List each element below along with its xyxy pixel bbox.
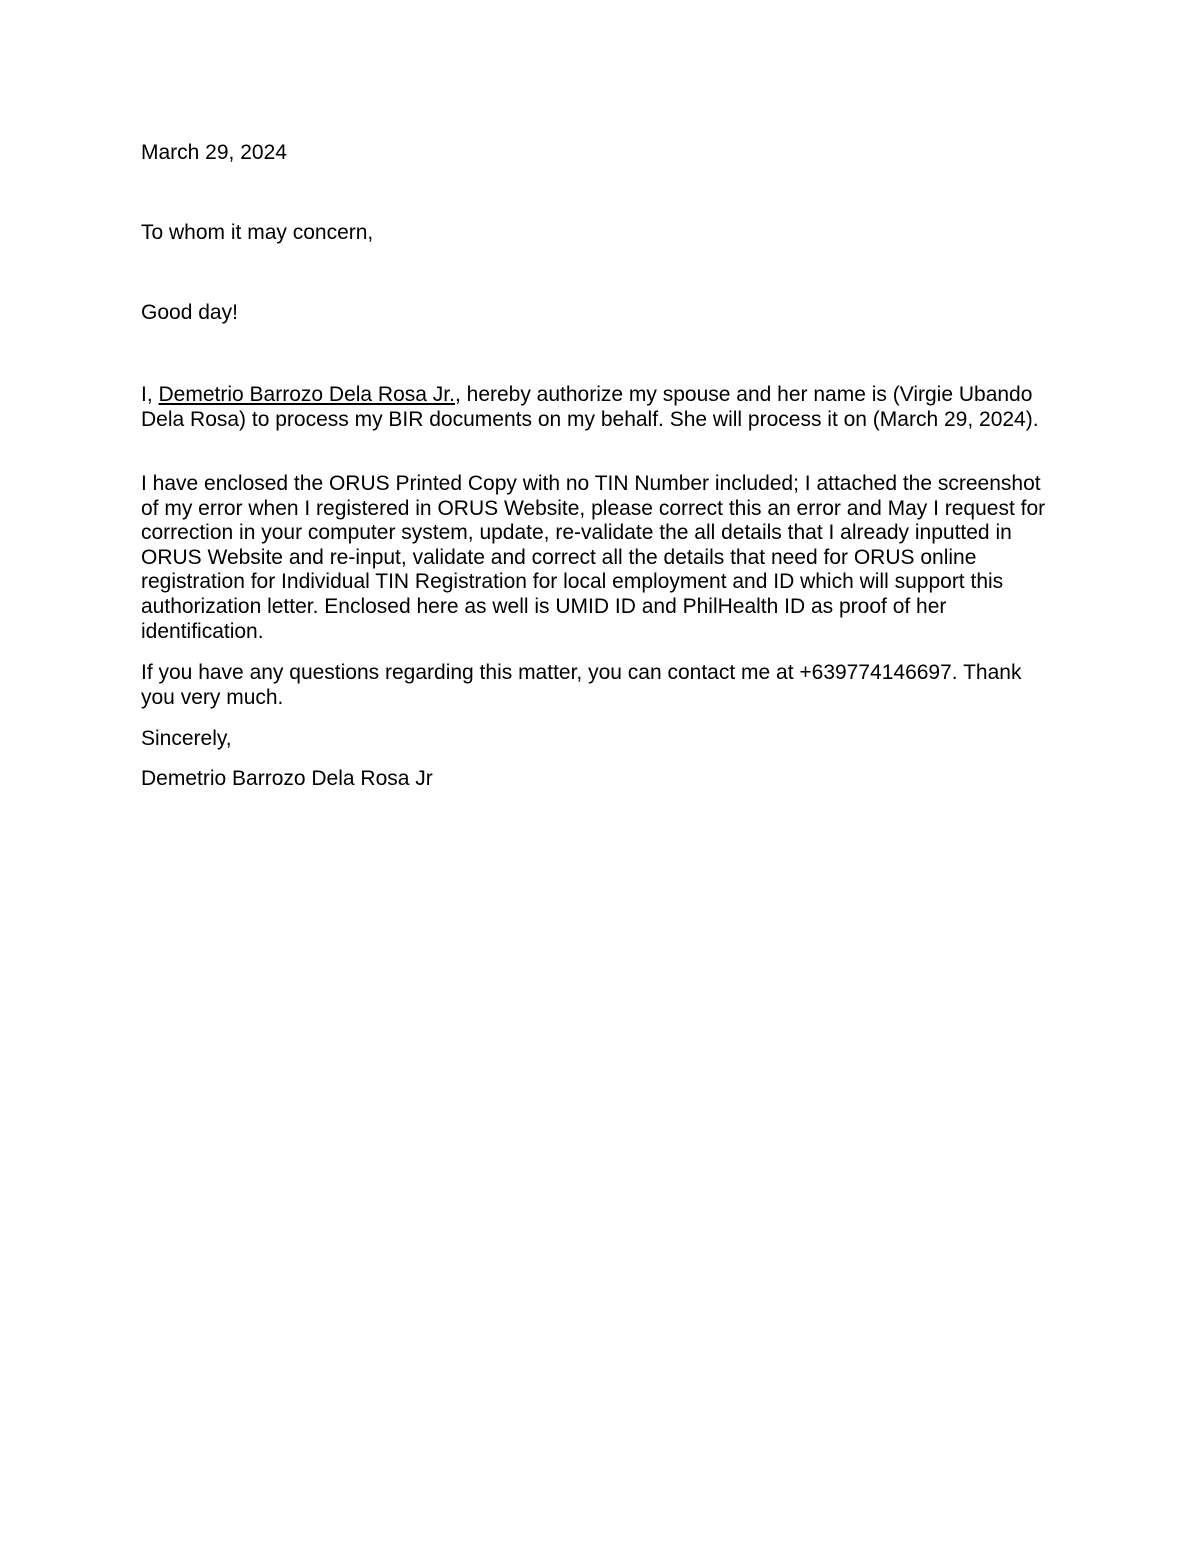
authorizer-name: Demetrio Barrozo Dela Rosa Jr. <box>158 383 455 406</box>
salutation: To whom it may concern, <box>141 221 374 244</box>
authorization-prefix: I, <box>141 383 159 406</box>
closing: Sincerely, <box>141 727 232 750</box>
authorization-paragraph <box>141 383 1061 432</box>
contact-paragraph: If you have any questions regarding this matter, you can contact me at +639774146697. Thank you very much. <box>141 661 1022 709</box>
greeting: Good day! <box>141 301 238 324</box>
letter-date: March 29, 2024 <box>141 141 287 164</box>
signature-name: Demetrio Barrozo Dela Rosa Jr <box>141 767 433 790</box>
authorization-text: , hereby authorize my spouse and her name is (Virgie Ubando Dela Rosa) to process my BIR documents on my behalf. She will process it on (March 29, 2024). <box>141 383 1039 431</box>
enclosure-paragraph: I have enclosed the ORUS Printed Copy with no TIN Number included; I attached the screenshot of my error when I registered in ORUS Website, please correct this an error and May I request for correction in your computer system, update, re-validate the all details that I already inputted in ORUS Website and re-input, validate and correct all the details that need for ORUS online registration for Individual TIN Registration for local employment and ID which will support this authorization letter. Enclosed here as well is UMID ID and PhilHealth ID as proof of her identification. <box>141 472 1046 643</box>
